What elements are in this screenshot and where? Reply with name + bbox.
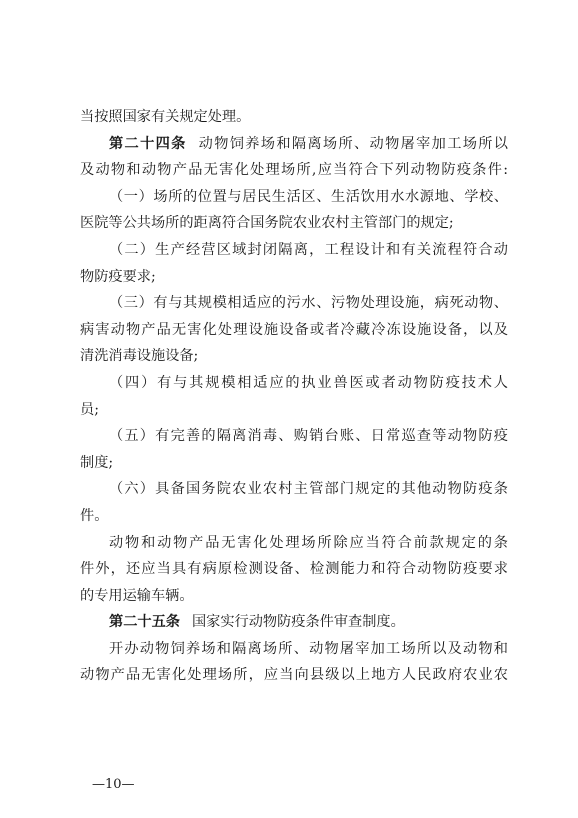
text-line: 医院等公共场所的距离符合国务院农业农村主管部门的规定;: [80, 215, 454, 232]
list-item-5: （五）有完善的隔离消毒、购销台账、日常巡查等动物防疫: [109, 428, 508, 445]
list-item-4: （四）有与其规模相适应的执业兽医或者动物防疫技术人: [109, 374, 508, 391]
text-line: 动物产品无害化处理场所，应当向县级以上地方人民政府农业农: [80, 667, 508, 684]
article-number: 第二十五条: [109, 614, 180, 631]
text-line: 清洗消毒设施设备;: [80, 348, 199, 365]
text-line: 物防疫要求;: [80, 268, 156, 285]
article-number: 第二十四条: [109, 135, 187, 152]
text-line: 制度;: [80, 454, 114, 471]
list-item-2: （二）生产经营区域封闭隔离，工程设计和有关流程符合动: [109, 241, 508, 258]
text-line: 件。: [80, 507, 109, 524]
list-item-3: （三）有与其规模相适应的污水、污物处理设施，病死动物、: [109, 295, 508, 312]
list-item-6: （六）具备国务院农业农村主管部门规定的其他动物防疫条: [109, 481, 508, 498]
text-line: 的专用运输车辆。: [80, 587, 194, 604]
document-body: [80, 104, 508, 689]
list-item-1: （一）场所的位置与居民生活区、生活饮用水水源地、学校、: [109, 188, 508, 205]
text-line: 员;: [80, 401, 99, 418]
page-number: —10—: [92, 777, 135, 792]
article-25-heading-line: 第二十五条 国家实行动物防疫条件审查制度。: [109, 614, 405, 631]
text-line: 件外，还应当具有病原检测设备、检测能力和符合动物防疫要求: [80, 561, 508, 578]
text-line: 病害动物产品无害化处理设施设备或者冷藏冷冻设施设备，以及: [80, 321, 508, 338]
text-line: 当按照国家有关规定处理。: [80, 109, 251, 125]
paragraph-start: 动物和动物产品无害化处理场所除应当符合前款规定的条: [109, 534, 508, 551]
text-line: 及动物和动物产品无害化处理场所,应当符合下列动物防疫条件:: [80, 162, 508, 179]
article-24-heading-line: 第二十四条 动物饲养场和隔离场所、动物屠宰加工场所以: [109, 135, 508, 152]
paragraph-start: 开办动物饲养场和隔离场所、动物屠宰加工场所以及动物和: [109, 640, 508, 657]
